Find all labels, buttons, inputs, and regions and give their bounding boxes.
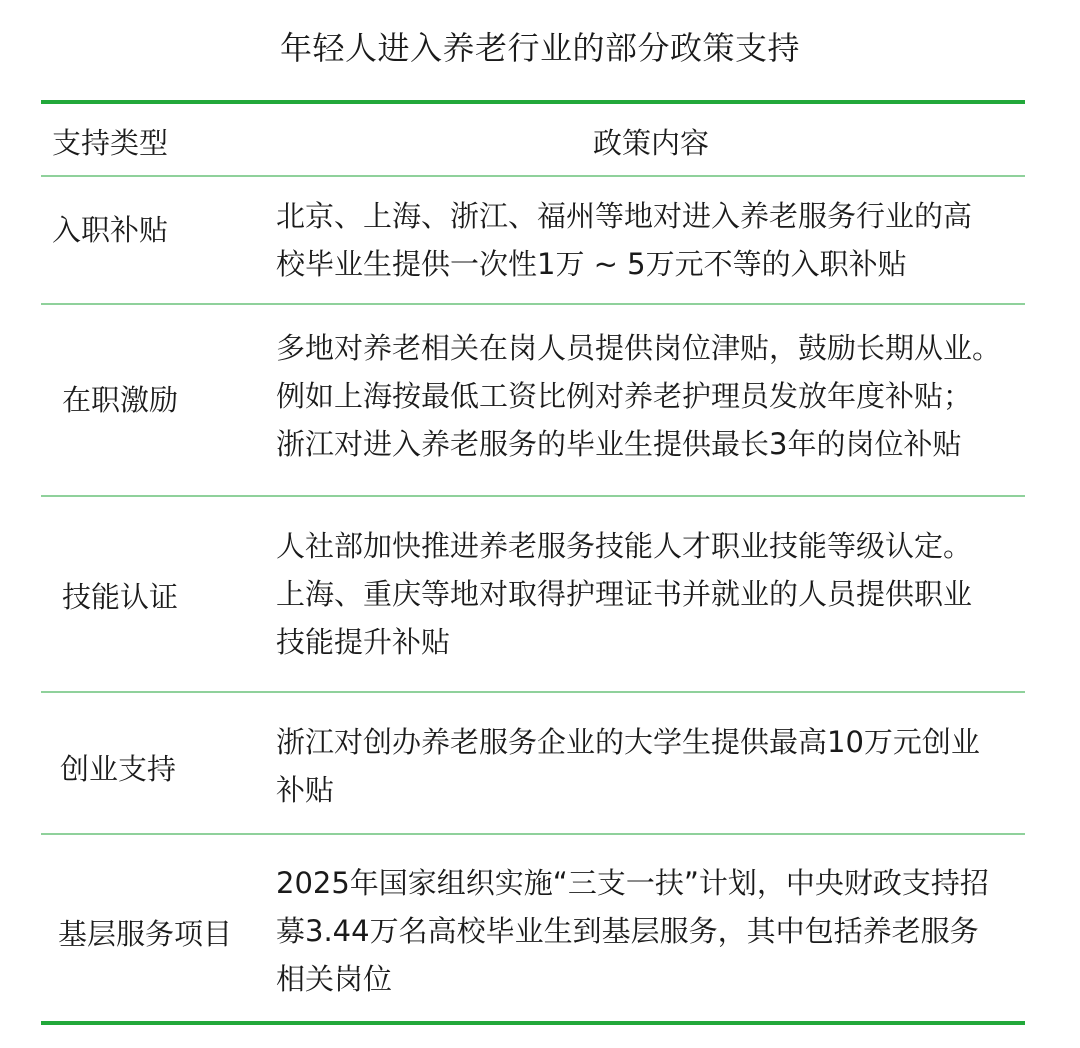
table-title: 年轻人进入养老行业的部分政策支持 [279,29,800,67]
row-type-incentive: 在职激励 [62,383,179,417]
content-line: 多地对养老相关在岗人员提供岗位津贴，鼓励长期从业。 [276,331,1002,365]
content-line: 人社部加快推进养老服务技能人才职业技能等级认定。 [276,529,973,563]
content-line: 2025年国家组织实施“三支一扶”计划，中央财政支持招 [276,866,989,900]
content-line: 北京、上海、浙江、福州等地对进入养老服务行业的高 [276,199,973,233]
row-divider [41,175,1025,177]
content-line: 相关岗位 [276,962,393,996]
content-line: 补贴 [276,773,335,807]
content-line: 校毕业生提供一次性1万 ~ 5万元不等的入职补贴 [276,247,907,281]
row-divider [41,691,1025,693]
header-support-type: 支持类型 [52,126,169,160]
row-divider [41,495,1025,497]
content-line: 上海、重庆等地对取得护理证书并就业的人员提供职业 [276,577,973,611]
row-content-entrepreneurship [276,718,1066,814]
row-type-skill-certification: 技能认证 [62,580,179,614]
table-bottom-border [41,1021,1025,1025]
row-divider [41,303,1025,305]
row-content-grassroots [276,859,1066,1003]
header-policy-content: 政策内容 [592,126,709,160]
content-line: 浙江对创办养老服务企业的大学生提供最高10万元创业 [276,725,980,759]
row-divider [41,833,1025,835]
row-type-entrepreneurship: 创业支持 [60,752,177,786]
row-content-onboarding-subsidy [276,192,1066,288]
content-line: 募3.44万名高校毕业生到基层服务，其中包括养老服务 [276,914,979,948]
row-content-skill-certification [276,522,1066,666]
content-line: 技能提升补贴 [276,625,451,659]
content-line: 例如上海按最低工资比例对养老护理员发放年度补贴； [276,379,973,413]
table-top-border [41,100,1025,104]
content-line: 浙江对进入养老服务的毕业生提供最长3年的岗位补贴 [276,427,962,461]
row-type-grassroots: 基层服务项目 [58,917,233,951]
row-content-incentive [276,324,1066,468]
row-type-onboarding-subsidy: 入职补贴 [52,213,169,247]
